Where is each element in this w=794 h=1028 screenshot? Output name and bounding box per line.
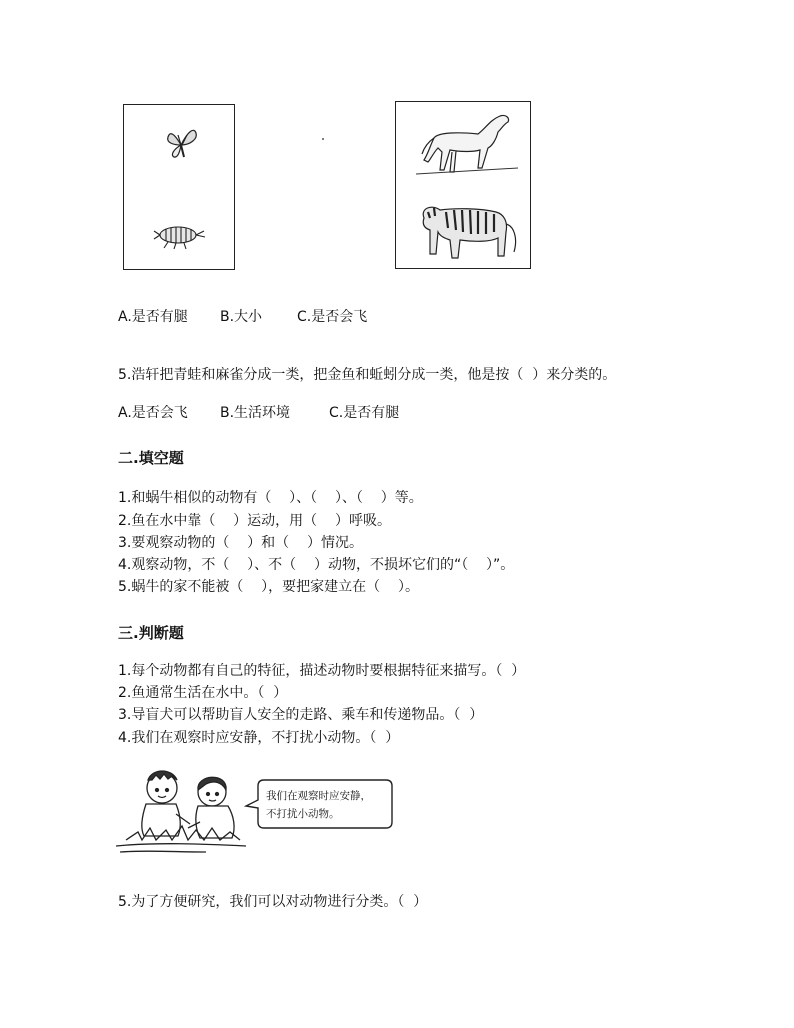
insect-picture-frame [123,104,235,270]
children-observing-illustration [116,766,396,858]
speech-line-1: 我们在观察时应安静， [266,790,371,802]
q4-option-c: C.是否会飞 [297,309,368,325]
speech-line-2: 不打扰小动物。 [266,808,340,820]
q5-option-b: B.生活环境 [220,405,291,421]
fill-blank-item-1: 1.和蜗牛相似的动物有（ ）、（ ）、（ ）等。 [118,490,423,506]
q4-option-a: A.是否有腿 [118,309,188,325]
judge-item-3: 3.导盲犬可以帮助盲人安全的走路、乘车和传递物品。（ ） [118,707,484,723]
tiger-illustration [410,198,522,262]
judge-item-1: 1.每个动物都有自己的特征，描述动物时要根据特征来描写。（ ） [118,663,526,679]
mammal-picture-frame [395,101,531,269]
judge-item-4: 4.我们在观察时应安静，不打扰小动物。（ ） [118,730,400,746]
q4-option-b: B.大小 [220,309,263,325]
q5-option-a: A.是否会飞 [118,405,188,421]
horse-illustration [416,108,518,180]
fill-blank-heading: 二.填空题 [118,449,184,467]
judge-item-5: 5.为了方便研究，我们可以对动物进行分类。（ ） [118,894,428,910]
butterfly-illustration [160,123,202,165]
fill-blank-item-3: 3.要观察动物的（ ）和（ ）情况。 [118,535,363,551]
judge-item-2: 2.鱼通常生活在水中。（ ） [118,685,288,701]
fill-blank-item-5: 5.蜗牛的家不能被（ ），要把家建立在（ ）。 [118,579,419,595]
fill-blank-item-4: 4.观察动物，不（ ）、不（ ）动物，不损坏它们的“（ ）”。 [118,557,515,573]
fill-blank-item-2: 2.鱼在水中靠（ ）运动，用（ ）呼吸。 [118,513,391,529]
q5-question: 5.浩轩把青蛙和麻雀分成一类，把金鱼和蚯蚓分成一类，他是按（ ）来分类的。 [118,367,617,383]
q5-option-c: C.是否有腿 [329,405,400,421]
stray-dot [322,138,324,140]
pillbug-illustration [150,217,208,251]
judge-heading: 三.判断题 [118,624,184,642]
children-drawing [116,766,396,858]
